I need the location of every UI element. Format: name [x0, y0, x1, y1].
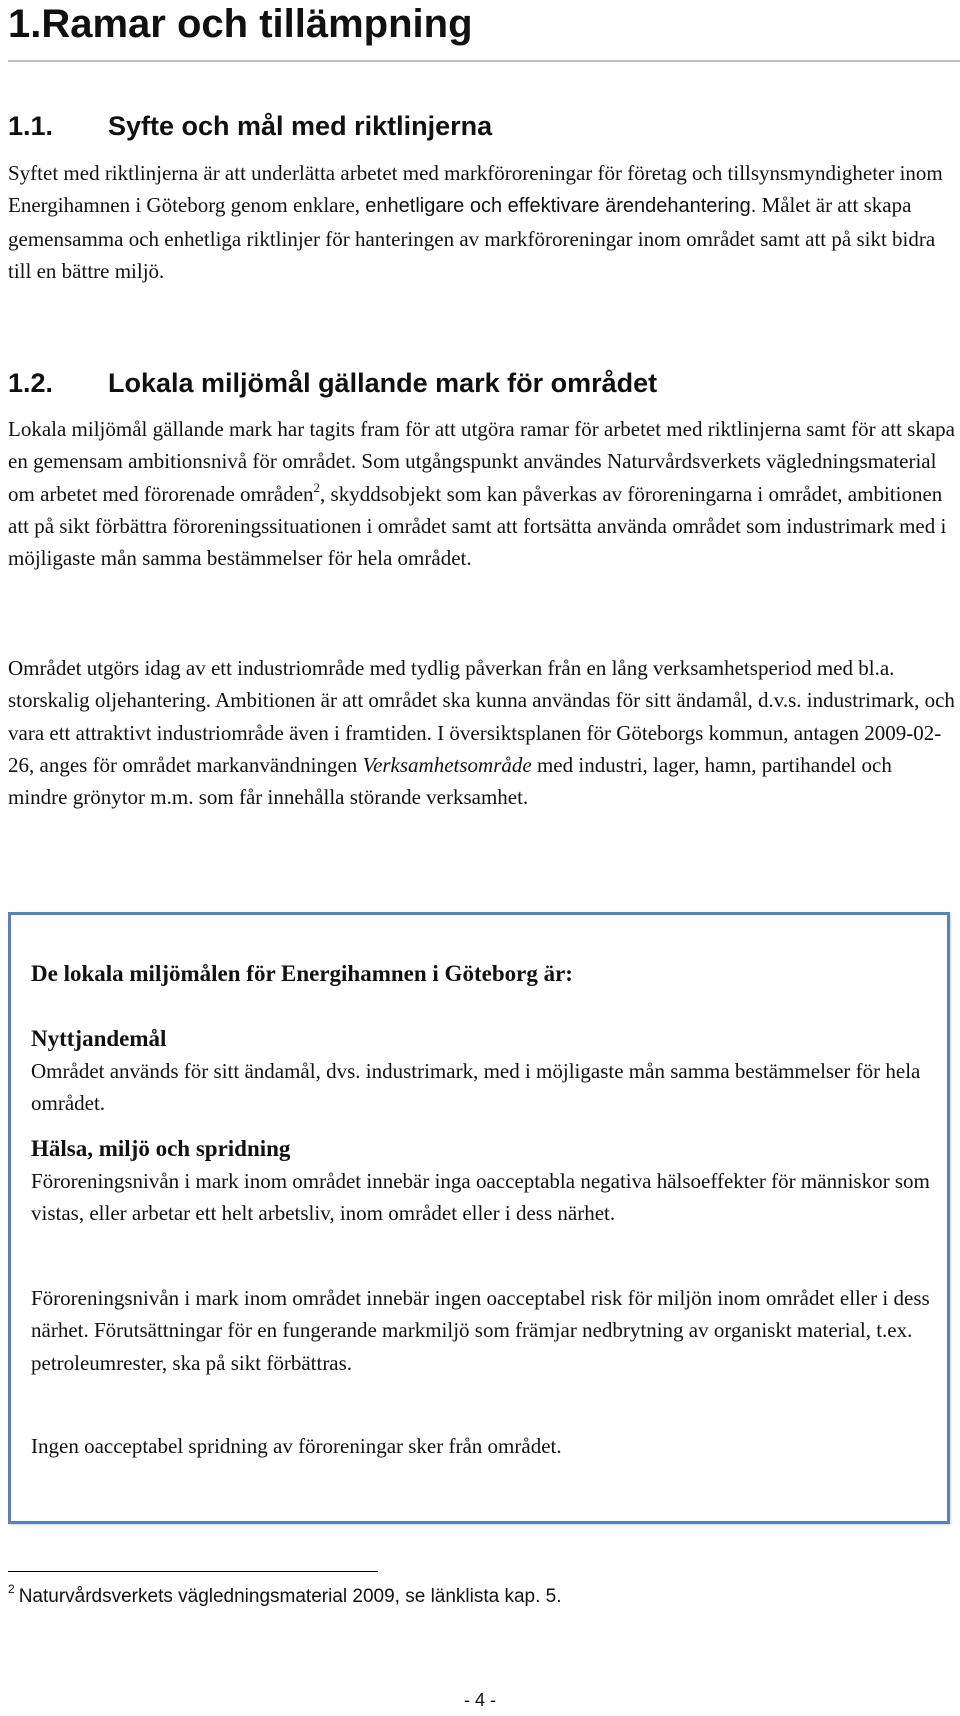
paragraph-text: , skyddsobjekt som kan påverkas av föroreningarna i området, ambitionen att på sikt förbättra föroreningssituationen i området samt att fortsätta använda området som industrimark med i möjligaste mån samma bestämmelser för hela området. [8, 481, 947, 571]
goal-text-health-2: Föroreningsnivån i mark inom området innebär ingen oacceptabel risk för miljön inom området eller i dess närhet. Förutsättningar för en fungerande markmiljö som främjar nedbrytning av organiskt material, t.ex. petroleumrester, ska på sikt förbättras. [31, 1286, 930, 1375]
italic-term: Verksamhetsområde [362, 752, 532, 777]
section-title: Syfte och mål med riktlinjerna [108, 111, 493, 141]
section-1-2-paragraph-1 [8, 413, 956, 574]
page-number-text: - 4 - [463, 1690, 496, 1710]
footnote-marker: 2 [8, 1582, 15, 1596]
chapter-title: Ramar och tillämpning [41, 2, 473, 46]
paragraph-text-sans: enhetligare och effektivare ärendehantering. [365, 195, 757, 218]
section-title: Lokala miljömål gällande mark för området [108, 368, 658, 398]
heading-divider [8, 60, 960, 62]
section-number: 1.1. [8, 111, 54, 141]
section-1-1-paragraph [8, 157, 956, 287]
paragraph-text: med industri, lager, hamn, partihandel och mindre grönytor m.m. som får innehålla störande verksamhet. [8, 752, 892, 810]
footnote-divider [8, 1571, 378, 1572]
goals-box-title: De lokala miljömålen för Energihamnen i Göteborg är: [31, 961, 573, 986]
footnote-reference: 2 [313, 479, 321, 495]
footnote [8, 1584, 562, 1610]
goal-text-usage: Området används för sitt ändamål, dvs. industrimark, med i möjligaste mån samma bestämmelser för hela området. [31, 1059, 921, 1116]
section-heading-1-1 [8, 109, 492, 143]
section-number: 1.2. [8, 368, 54, 398]
chapter-number: 1. [8, 2, 42, 46]
goals-box [8, 912, 950, 1524]
goal-heading-usage: Nyttjandemål [31, 1026, 167, 1051]
page-number [0, 1689, 960, 1711]
section-heading-1-2 [8, 366, 657, 400]
footnote-text: Naturvårdsverkets vägledningsmaterial 2009, se länklista kap. 5. [18, 1586, 562, 1607]
section-1-2-paragraph-2 [8, 652, 956, 813]
goal-text-health-3: Ingen oacceptabel spridning av föroreningar sker från området. [31, 1434, 562, 1458]
paragraph-text: Området utgörs idag av ett industriområde med tydlig påverkan från en lång verksamhetsperiod med bl.a. storskalig oljehantering. Ambitionen är att området ska kunna användas för sitt ändamål, d.v.s. industrimark, och vara ett attraktivt industriområde även i framtiden. I översiktsplanen för Göteborgs kommun, antagen 2009-02-26, anges för området markanvändningen [8, 656, 955, 777]
paragraph-text: Syftet med riktlinjerna är att underlätta arbetet med markföroreningar för företag och tillsynsmyndigheter inom Energihamnen i Göteborg genom enklare, [8, 161, 943, 218]
paragraph-text: Målet är att skapa gemensamma och enhetliga riktlinjer för hanteringen av markföroreningar inom området samt att på sikt bidra till en bättre miljö. [8, 193, 936, 283]
chapter-heading [8, 0, 473, 48]
goal-heading-health: Hälsa, miljö och spridning [31, 1136, 291, 1161]
goal-text-health-1: Föroreningsnivån i mark inom området innebär inga oacceptabla negativa hälsoeffekter för människor som vistas, eller arbetar ett helt arbetsliv, inom området eller i dess närhet. [31, 1169, 930, 1226]
paragraph-text: Lokala miljömål gällande mark har tagits fram för att utgöra ramar för arbetet med riktlinjerna samt för att skapa en gemensam ambitionsnivå för området. Som utgångspunkt användes Naturvårdsverkets vägledningsmaterial om arbetet med förorenade områden [8, 417, 955, 506]
